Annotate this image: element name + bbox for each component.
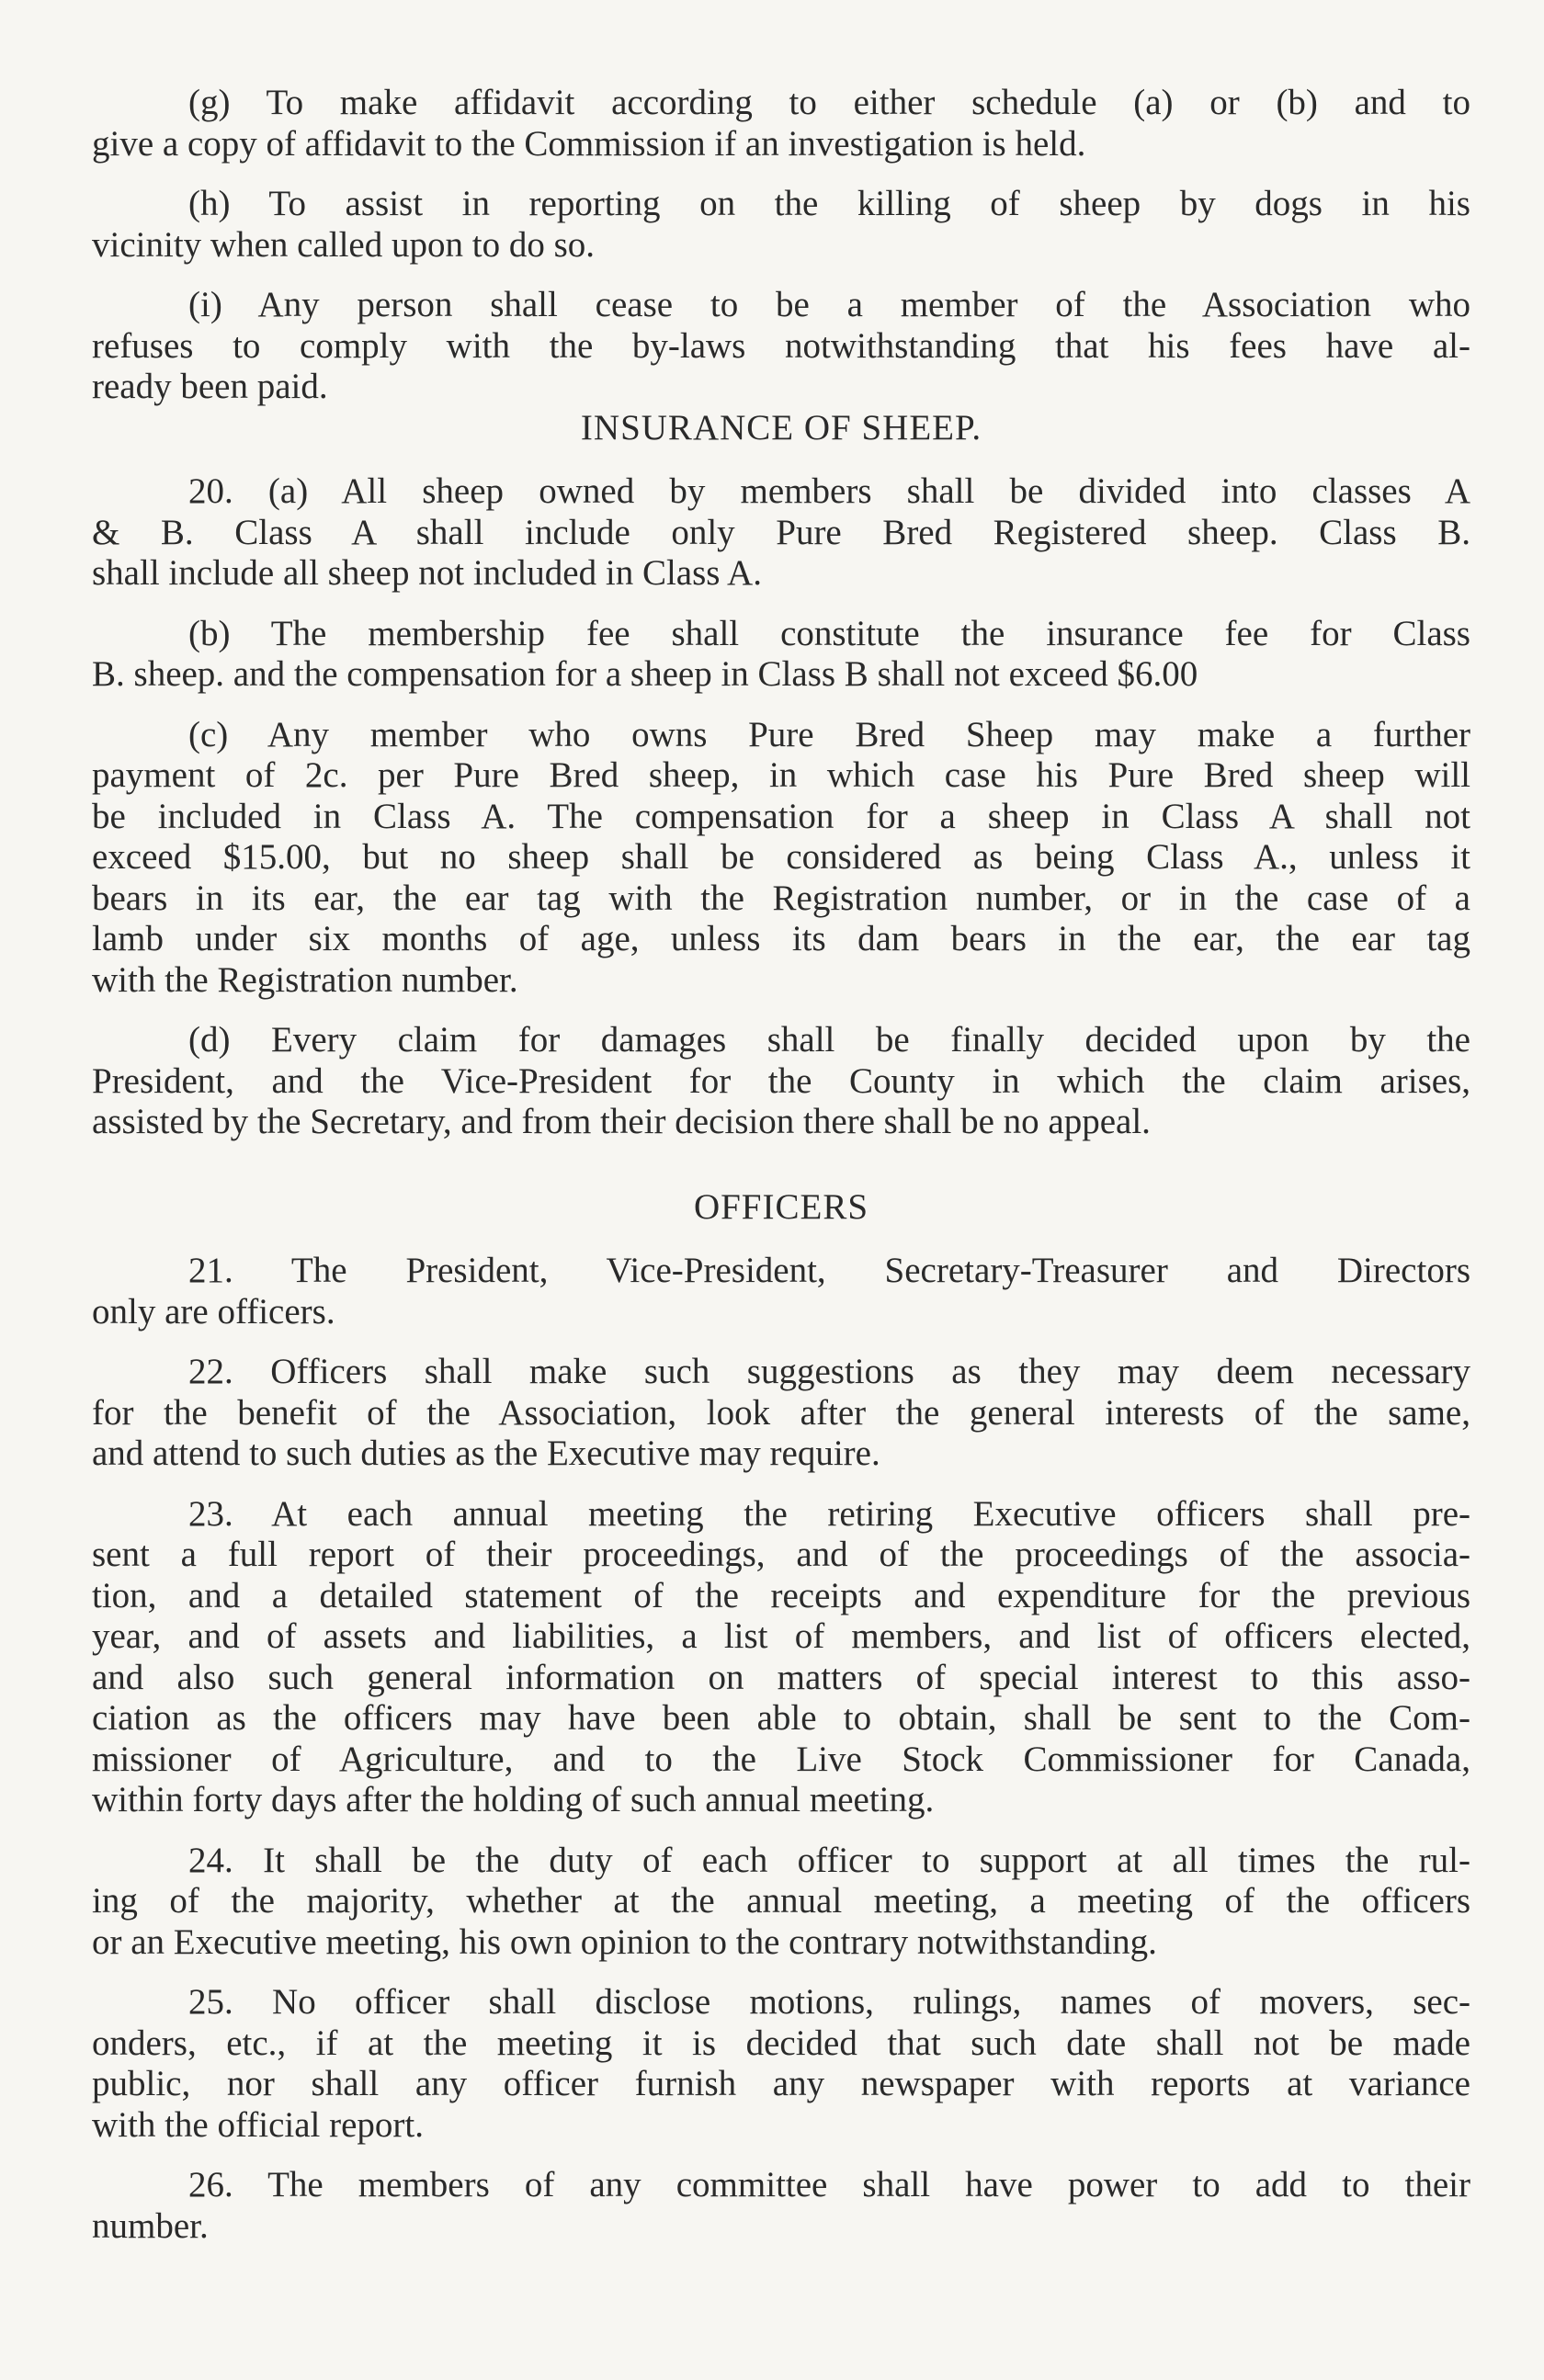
paragraph-line: President, and the Vice-President for the County in which the claim arises, (92, 1060, 1470, 1101)
paragraph-line: 24. It shall be the duty of each officer to support at all times the rul- (188, 1840, 1470, 1880)
paragraph-line: vicinity when called upon to do so. (92, 224, 595, 265)
paragraph-20c (92, 715, 1470, 1002)
paragraph-20d (92, 1020, 1470, 1143)
paragraph-line: 25. No officer shall disclose motions, rulings, names of movers, sec- (188, 1982, 1470, 2022)
paragraph-line: only are officers. (92, 1291, 335, 1332)
paragraph-line: B. sheep. and the compensation for a sheep in Class B shall not exceed $6.00 (92, 654, 1198, 694)
paragraph-line: 23. At each annual meeting the retiring Executive officers shall pre- (188, 1493, 1470, 1534)
paragraph-line: (i) Any person shall cease to be a member of the Association who (188, 285, 1470, 324)
paragraph-line: payment of 2c. per Pure Bred sheep, in which case his Pure Bred sheep will (92, 755, 1470, 795)
paragraph-g (92, 83, 1470, 164)
paragraph-line: ciation as the officers may have been able to obtain, shall be sent to the Com- (92, 1698, 1470, 1738)
paragraph-22 (92, 1352, 1470, 1475)
paragraph-line: ing of the majority, whether at the annual meeting, a meeting of the officers (92, 1881, 1470, 1921)
paragraph-line: number. (92, 2205, 209, 2246)
paragraph-line: be included in Class A. The compensation for a sheep in Class A shall not (92, 796, 1470, 836)
paragraph-line: sent a full report of their proceedings, and of the proceedings of the associa- (92, 1535, 1470, 1574)
paragraph-line: year, and of assets and liabilities, a list of members, and list of officers elected, (92, 1616, 1470, 1656)
paragraph-line: public, nor shall any officer furnish any newspaper with reports at variance (92, 2064, 1470, 2103)
paragraph-line: shall include all sheep not included in Class A. (92, 553, 762, 593)
paragraph-line: & B. Class A shall include only Pure Bred Registered sheep. Class B. (92, 512, 1470, 552)
paragraph-line: refuses to comply with the by-laws notwithstanding that his fees have al- (92, 325, 1470, 366)
paragraph-line: bears in its ear, the ear tag with the Registration number, or in the case of a (92, 878, 1470, 918)
paragraph-line: for the benefit of the Association, look after the general interests of the same, (92, 1392, 1470, 1433)
paragraph-line: 21. The President, Vice-President, Secretary-Treasurer and Directors (188, 1251, 1470, 1290)
paragraph-line: and attend to such duties as the Executive may require. (92, 1434, 880, 1473)
paragraph-line: give a copy of affidavit to the Commission if an investigation is held. (92, 123, 1086, 164)
paragraph-26 (92, 2165, 1470, 2247)
section-heading-insurance: INSURANCE OF SHEEP. (580, 407, 982, 448)
paragraph-line: (c) Any member who owns Pure Bred Sheep may make a further (188, 714, 1470, 754)
paragraph-line: with the Registration number. (92, 959, 518, 1000)
paragraph-line: (d) Every claim for damages shall be finally decided upon by the (188, 1020, 1470, 1060)
paragraph-line: onders, etc., if at the meeting it is decided that such date shall not be made (92, 2023, 1470, 2063)
paragraph-line: and also such general information on matters of special interest to this asso- (92, 1657, 1470, 1697)
paragraph-line: 26. The members of any committee shall have power to add to their (188, 2165, 1470, 2204)
paragraph-line: (g) To make affidavit according to either schedule (a) or (b) and to (188, 83, 1470, 122)
paragraph-25 (92, 1982, 1470, 2146)
paragraph-line: lamb under six months of age, unless its dam bears in the ear, the ear tag (92, 919, 1470, 958)
section-heading-officers: OFFICERS (693, 1186, 869, 1227)
paragraph-21 (92, 1251, 1470, 1332)
paragraph-line: tion, and a detailed statement of the receipts and expenditure for the previous (92, 1575, 1470, 1615)
paragraph-line: assisted by the Secretary, and from their decision there shall be no appeal. (92, 1102, 1151, 1141)
paragraph-h (92, 184, 1470, 266)
document-page (92, 83, 1470, 2247)
paragraph-line: 20. (a) All sheep owned by members shall be divided into classes A (188, 471, 1470, 511)
paragraph-24 (92, 1841, 1470, 1964)
paragraph-line: ready been paid. (92, 367, 328, 406)
paragraph-line: (h) To assist in reporting on the killing of sheep by dogs in his (188, 184, 1470, 223)
paragraph-line: (b) The membership fee shall constitute the insurance fee for Class (188, 613, 1470, 653)
paragraph-i (92, 285, 1470, 408)
paragraph-line: exceed $15.00, but no sheep shall be considered as being Class A., unless it (92, 837, 1470, 877)
paragraph-20a (92, 471, 1470, 595)
paragraph-line: within forty days after the holding of such annual meeting. (92, 1780, 935, 1819)
paragraph-line: missioner of Agriculture, and to the Live Stock Commissioner for Canada, (92, 1739, 1470, 1779)
paragraph-23 (92, 1494, 1470, 1821)
paragraph-20b (92, 614, 1470, 696)
paragraph-line: with the official report. (92, 2104, 424, 2145)
paragraph-line: or an Executive meeting, his own opinion to the contrary notwithstanding. (92, 1921, 1157, 1962)
paragraph-line: 22. Officers shall make such suggestions as they may deem necessary (188, 1352, 1470, 1391)
